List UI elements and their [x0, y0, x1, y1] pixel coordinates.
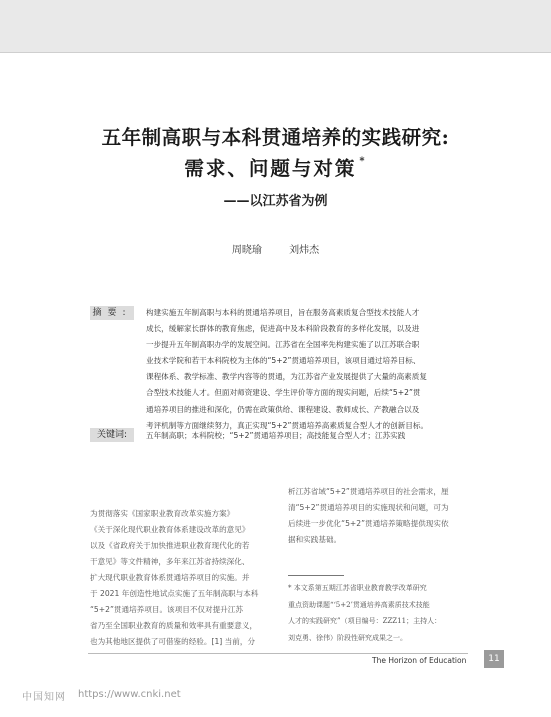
- body-line: 据和实践基础。: [288, 535, 342, 544]
- body-line: 于 2021 年创造性地试点实施了五年制高职与本科: [90, 589, 259, 598]
- author-list: [0, 241, 551, 256]
- abstract-label: 摘要:: [90, 306, 134, 320]
- cnki-watermark-url: https://www.cnki.net: [78, 689, 181, 700]
- abstract-line: 一步提升五年制高职办学的发展空间。江苏省在全国率先构建实施了以江苏联合职: [146, 340, 420, 350]
- page-number: 11: [484, 650, 504, 668]
- abstract-text: [146, 305, 474, 434]
- cnki-watermark-brand: 中国知网: [22, 692, 66, 703]
- title-footnote-mark: *: [359, 155, 367, 167]
- journal-name: The Horizon of Education: [372, 656, 467, 665]
- article-subtitle: ——以江苏省为例: [223, 194, 328, 209]
- header-divider: [0, 52, 551, 53]
- article-title-line-2: [0, 153, 551, 181]
- page-header-band: [0, 0, 551, 52]
- body-column-right: [288, 484, 468, 548]
- article-title-line-2-text: 需求、问题与对策: [184, 157, 357, 180]
- body-line: “5+2”贯通培养项目。该项目不仅对提升江苏: [90, 605, 243, 614]
- footnote: [288, 580, 473, 646]
- body-line: 为贯彻落实《国家职业教育改革实施方案》: [90, 509, 235, 518]
- body-line: 清“5+2”贯通培养项目的实施现状和问题，可为: [288, 503, 449, 512]
- author-name: 刘炜杰: [289, 245, 320, 256]
- body-line: 省乃至全国职业教育的质量和效率具有重要意义，: [90, 621, 258, 630]
- abstract-line: 考评机制等方面继续努力，真正实现“5+2”贯通培养高素质复合型人才的创新目标。: [146, 420, 429, 430]
- body-line: 扩大现代职业教育体系贯通培养项目的实施。并: [90, 573, 250, 582]
- abstract-line: 课程体系、教学标准、教学内容等的贯通，为江苏省产业发展提供了大量的高素质复: [146, 372, 427, 382]
- article-title-line-1: 五年制高职与本科贯通培养的实践研究:: [101, 126, 450, 149]
- footer-divider: [88, 653, 468, 654]
- footnote-divider: [288, 575, 344, 576]
- footnote-line: * 本文系第五期江苏省职业教育教学改革研究: [288, 584, 427, 592]
- body-line: 《关于深化现代职业教育体系建设改革的意见》: [90, 525, 250, 534]
- abstract-line: 合型技术技能人才。但面对师资建设、学生评价等方面的现实问题，后续“5+2”贯: [146, 388, 421, 398]
- body-line: 以及《省政府关于加快推进职业教育现代化的若: [90, 541, 250, 550]
- keywords-label: 关键词:: [90, 428, 134, 442]
- footnote-line: 重点资助课题“‘5+2’贯通培养高素质技术技能: [288, 600, 430, 609]
- footnote-line: 人才的实践研究”（项目编号：ZZZ11；主持人：: [288, 617, 442, 625]
- body-line: 也为其他地区提供了可借鉴的经验。[1] 当前，分: [90, 637, 256, 646]
- body-column-left: [90, 506, 272, 650]
- body-line: 干意见》等文件精神，多年来江苏省持续深化、: [90, 557, 250, 566]
- author-name: 周晓瑜: [231, 245, 262, 256]
- footnote-line: 刘克勇、徐伟）阶段性研究成果之一。: [288, 633, 407, 642]
- abstract-line: 业技术学院和若干本科院校为主体的“5+2”贯通培养项目，该项目通过培养目标、: [146, 356, 421, 366]
- keywords-text: 五年制高职；本科院校；“5+2”贯通培养项目；高技能复合型人才；江苏实践: [146, 431, 406, 440]
- abstract-line: 成长，缓解家长群体的教育焦虑，促进高中及本科阶段教育的多样化发展，以及进: [146, 324, 420, 334]
- body-line: 析江苏省域“5+2”贯通培养项目的社会需求，厘: [288, 487, 449, 496]
- abstract-line: 构建实施五年制高职与本科的贯通培养项目，旨在服务高素质复合型技术技能人才: [146, 308, 420, 317]
- body-line: 后续进一步优化“5+2”贯通培养策略提供现实依: [288, 519, 449, 528]
- abstract-line: 通培养项目的推进和深化，仍需在政策供给、课程建设、教师成长、产教融合以及: [146, 404, 420, 414]
